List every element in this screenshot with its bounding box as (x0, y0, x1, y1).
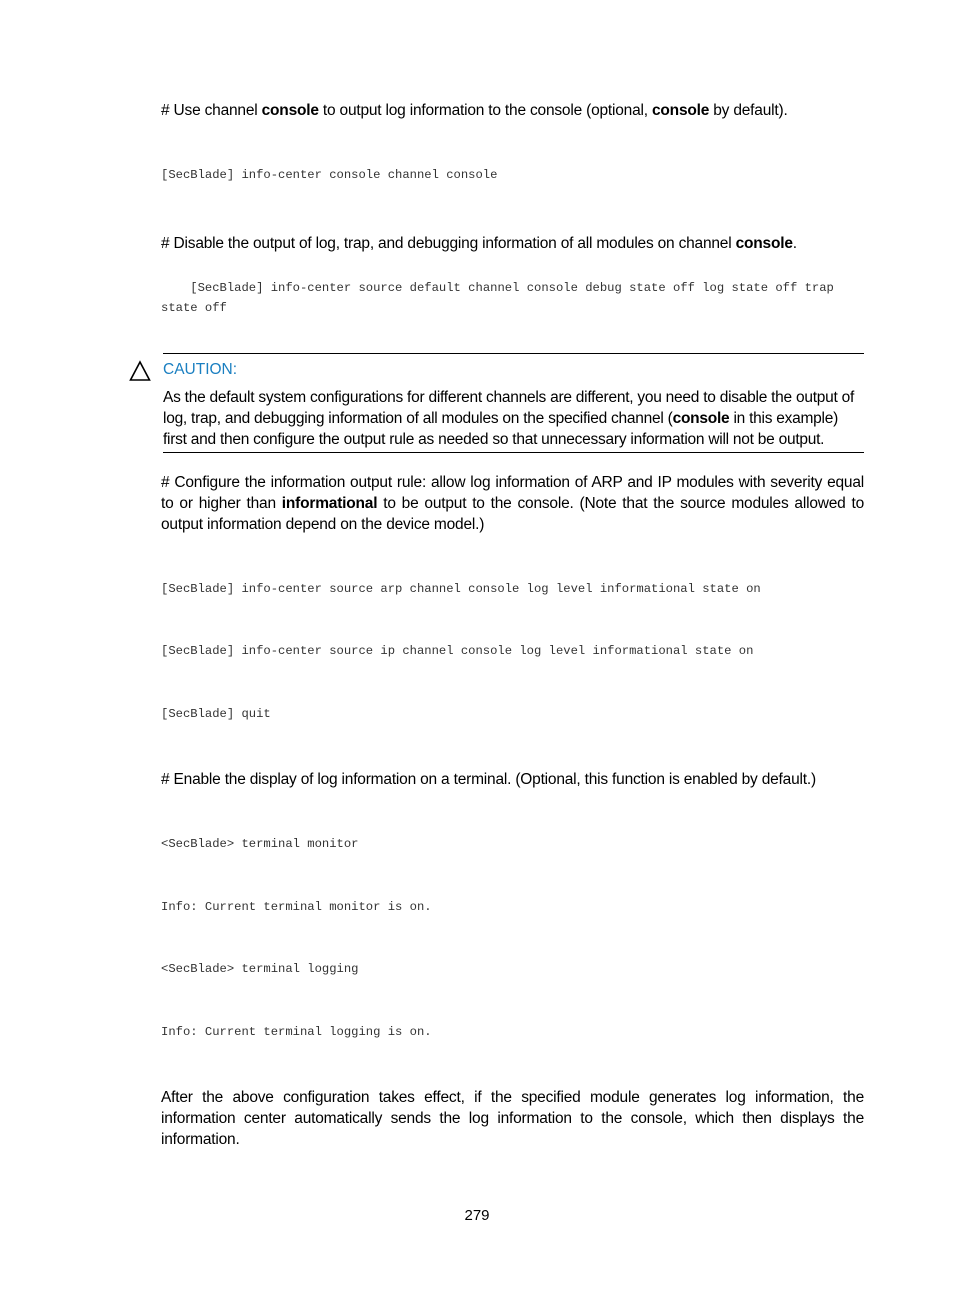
code-block-output-rule (161, 538, 864, 766)
bold-keyword: informational (281, 494, 378, 512)
text: As the default system configurations for different channels are different, you need to disable the output of log, trap, and debugging information of all modules on the specified channel ( (163, 388, 855, 427)
code-line: [SecBlade] info-center console channel console (161, 168, 498, 182)
paragraph-use-channel (161, 100, 864, 121)
code-line: [SecBlade] quit (161, 706, 271, 721)
text: to be output to the console. (Note that the source modules allowed to output information depend on the device model.) (161, 494, 864, 533)
page-number: 279 (464, 1207, 490, 1224)
caution-text (163, 387, 864, 450)
bold-keyword: console (261, 102, 319, 119)
paragraph-configure-rule (161, 472, 864, 535)
text: . (792, 234, 797, 252)
code-line: Info: Current terminal monitor is on. (161, 899, 432, 914)
text: to output log information to the console (optional, (318, 102, 652, 119)
caution-title: CAUTION: (163, 360, 238, 378)
bold-keyword: console (672, 409, 730, 427)
code-line: [SecBlade] info-center source ip channel console log level informational state on (161, 644, 754, 658)
warning-triangle-icon (129, 360, 151, 382)
text: # Disable the output of log, trap, and debugging information of all modules on channel (161, 234, 736, 252)
code-line: <SecBlade> terminal logging (161, 962, 359, 976)
caution-box (163, 353, 864, 453)
paragraph-enable-display: # Enable the display of log information on a terminal. (Optional, this function is enabled by default.) (161, 771, 816, 788)
code-line: Info: Current terminal logging is on. (161, 1024, 432, 1039)
text: in this example) first and then configure the output rule as needed so that unnecessary information will not be output. (163, 409, 839, 448)
paragraph-disable-output (161, 233, 864, 254)
code-line: [SecBlade] info-center source default channel console debug state off log state off trap state off (161, 280, 842, 315)
bold-keyword: console (651, 102, 710, 119)
text: # Use channel (161, 102, 262, 119)
code-block-terminal (161, 793, 864, 1083)
document-body (161, 98, 864, 1150)
paragraph-after-config: After the above configuration takes effect, if the specified module generates log information, the information center automatically sends the log information to the console, which then displays the information. (161, 1089, 864, 1148)
code-block-source-default (161, 258, 864, 338)
code-block-console-channel (161, 124, 864, 227)
code-line: [SecBlade] info-center source arp channel console log level informational state on (161, 581, 761, 596)
bold-keyword: console (735, 234, 793, 252)
code-line: <SecBlade> terminal monitor (161, 837, 359, 851)
text: # Configure the information output rule: allow log information of ARP and IP modules with severity equal to or higher than (161, 473, 864, 512)
text: by default). (709, 102, 788, 119)
